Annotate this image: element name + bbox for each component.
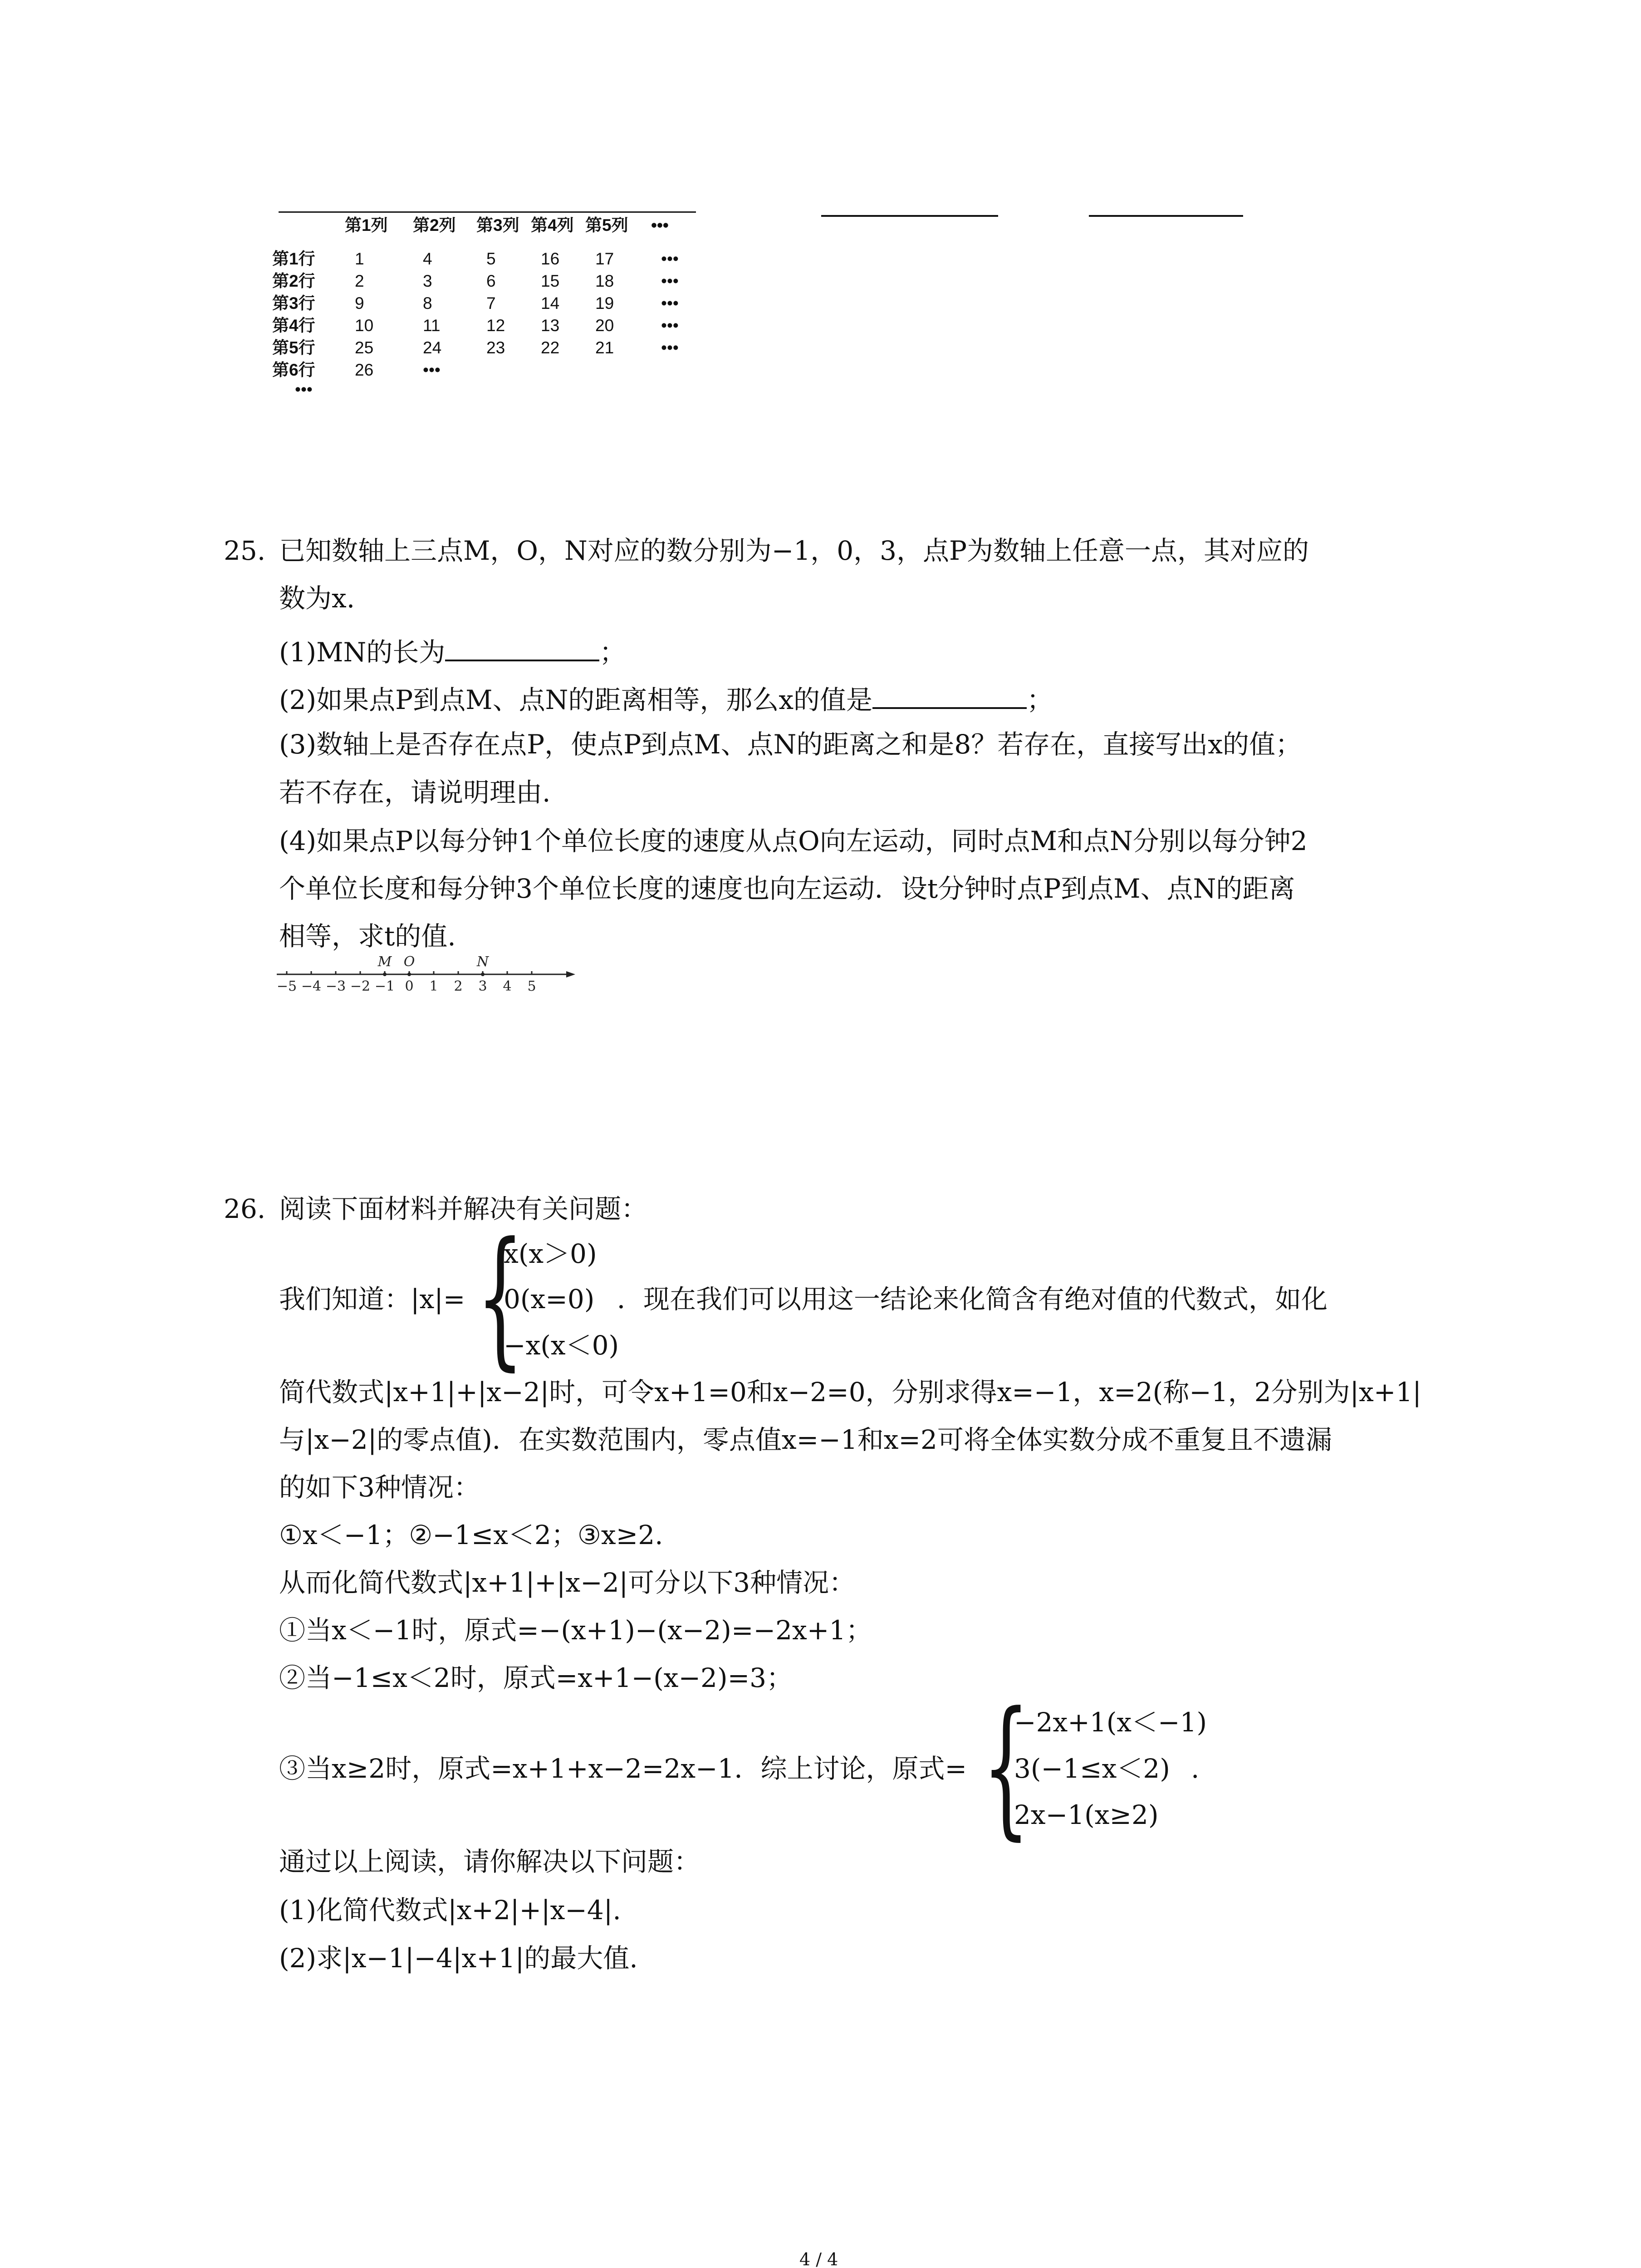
table-col-header: 第3列 (476, 216, 519, 235)
table-cell: 1 (355, 249, 364, 268)
table-cell: 6 (486, 272, 496, 290)
q26-subq2: (2)求|x−1|−4|x+1|的最大值. (279, 1943, 638, 1974)
number-line-tick-label: −2 (350, 978, 371, 994)
table-row-label: 第3行 (272, 294, 315, 313)
table-cell: ••• (661, 294, 679, 313)
table-cell: 7 (486, 294, 496, 313)
table-cell: 22 (541, 338, 560, 357)
q26-line8: ③当x≥2时，原式=x+1+x−2=2x−1．综上讨论，原式= (279, 1753, 967, 1784)
number-line-point (383, 973, 387, 976)
q25-stem-line1: 已知数轴上三点M，O，N对应的数分别为−1，0，3，点P为数轴上任意一点，其对应的 (279, 535, 1309, 566)
q26-line2: 与|x−2|的零点值)．在实数范围内，零点值x=−1和x=2可将全体实数分成不重复且不遗漏 (279, 1424, 1332, 1455)
q25-part4-line1: (4)如果点P以每分钟1个单位长度的速度从点O向左运动，同时点M和点N分别以每分钟2 (279, 826, 1308, 856)
q26-line6: ①当x＜−1时，原式=−(x+1)−(x−2)=−2x+1； (279, 1615, 872, 1646)
q25-number: 25. (224, 535, 266, 566)
number-line-tick-label: 5 (527, 978, 536, 994)
number-line-tick-label: 4 (503, 978, 512, 994)
table-cell: 21 (595, 338, 614, 357)
table-cell: 19 (595, 294, 614, 313)
q26-subq1: (1)化简代数式|x+2|+|x−4|. (279, 1895, 621, 1926)
number-line-tick-label: 0 (405, 978, 414, 994)
q26-know-prefix: 我们知道：|x|= (279, 1284, 465, 1315)
q25-part1-text: (1)MN的长为 (279, 637, 446, 668)
table-cell: ••• (661, 316, 679, 335)
number-line-tick-label: −1 (374, 978, 395, 994)
number-line-figure (272, 948, 581, 998)
q25-part3-line1: (3)数轴上是否存在点P，使点P到点M、点N的距离之和是8？若存在，直接写出x的值； (279, 729, 1302, 760)
result-brace: { (982, 1680, 1030, 1854)
q25-part1-answer-blank[interactable] (445, 635, 599, 661)
abs-case-2: 0(x=0) (504, 1284, 595, 1315)
number-line-point-label: N (476, 954, 489, 970)
q26-line3: 的如下3种情况： (279, 1472, 480, 1503)
table-cell: 24 (423, 338, 442, 357)
table-row-label: 第6行 (272, 361, 315, 379)
table-cell: 26 (355, 361, 374, 379)
number-line-tick-label: −3 (325, 978, 346, 994)
table-cell: 10 (355, 316, 374, 335)
table-cell: 15 (541, 272, 560, 290)
table-row-label: 第5行 (272, 338, 315, 357)
q25-part1 (279, 635, 626, 668)
q25-part3-line2: 若不存在，请说明理由. (279, 777, 551, 808)
abs-def-brace: { (476, 1210, 524, 1384)
table-row-ellipsis: ••• (295, 380, 313, 399)
q25-stem-line2: 数为x. (279, 583, 355, 614)
q26-know-suffix: ．现在我们可以用这一结论来化简含有绝对值的代数式，如化 (617, 1284, 1328, 1315)
result-case-1: −2x+1(x＜−1) (1014, 1707, 1207, 1738)
q25-part2-end: ； (1027, 684, 1053, 715)
table-cell: 13 (541, 316, 560, 335)
abs-case-3: −x(x＜0) (504, 1330, 619, 1361)
table-cell: 5 (486, 249, 496, 268)
q26-line4: ①x＜−1；②−1≤x＜2；③x≥2. (279, 1520, 663, 1550)
table-cell: 25 (355, 338, 374, 357)
number-line-point-label: M (377, 954, 392, 970)
page-number: 4 / 4 (799, 2249, 838, 2268)
table-cell: 14 (541, 294, 560, 313)
table-col-header: ••• (651, 216, 669, 235)
table-cell: 16 (541, 249, 560, 268)
table-cell: 18 (595, 272, 614, 290)
number-line-tick-label: 1 (429, 978, 438, 994)
q26-line1: 简代数式|x+1|+|x−2|时，可令x+1=0和x−2=0，分别求得x=−1，x=2(称−1，2分别为|x+1| (279, 1377, 1421, 1408)
number-line-tick-label: 2 (454, 978, 463, 994)
table-top-rule (279, 211, 696, 213)
q26-line9: 通过以上阅读，请你解决以下问题： (279, 1846, 700, 1877)
table-cell: 12 (486, 316, 505, 335)
table-cell: 11 (423, 316, 441, 335)
q25-part4-line2: 个单位长度和每分钟3个单位长度的速度也向左运动．设t分钟时点P到点M、点N的距离 (279, 873, 1295, 904)
table-cell: 9 (355, 294, 364, 313)
q25-part1-end: ； (599, 637, 626, 668)
top-blank-1 (821, 215, 998, 217)
number-line-arrow (566, 971, 575, 978)
q26-line5: 从而化简代数式|x+1|+|x−2|可分以下3种情况： (279, 1567, 856, 1598)
result-case-2: 3(−1≤x＜2) (1014, 1753, 1170, 1784)
number-line-point (407, 973, 411, 976)
number-line-point (481, 973, 485, 976)
q26-number: 26. (224, 1193, 266, 1224)
table-cell: ••• (661, 338, 679, 357)
q25-part2-text: (2)如果点P到点M、点N的距离相等，那么x的值是 (279, 684, 873, 715)
table-row-label: 第4行 (272, 316, 315, 335)
q25-part4-line3: 相等，求t的值. (279, 921, 456, 952)
q26-line7: ②当−1≤x＜2时，原式=x+1−(x−2)=3； (279, 1662, 793, 1693)
q26-line8-end: . (1191, 1753, 1200, 1784)
table-cell: 4 (423, 249, 432, 268)
abs-case-1: x(x＞0) (504, 1238, 597, 1269)
top-blank-2 (1089, 215, 1243, 217)
result-case-3: 2x−1(x≥2) (1014, 1799, 1159, 1830)
table-row-label: 第2行 (272, 272, 315, 290)
table-col-header: 第5列 (585, 216, 628, 235)
table-cell: 8 (423, 294, 432, 313)
table-cell: 3 (423, 272, 432, 290)
table-row-label: 第1行 (272, 249, 315, 268)
table-cell: 23 (486, 338, 505, 357)
table-cell: ••• (423, 361, 441, 379)
table-cell: 20 (595, 316, 614, 335)
table-cell: 17 (595, 249, 614, 268)
number-line-point-label: O (403, 954, 415, 970)
number-line-tick-label: 3 (478, 978, 487, 994)
table-col-header: 第4列 (531, 216, 574, 235)
table-cell: ••• (661, 249, 679, 268)
q26-intro: 阅读下面材料并解决有关问题： (279, 1193, 648, 1224)
table-cell: 2 (355, 272, 364, 290)
number-line-tick-label: −4 (301, 978, 322, 994)
q25-part2 (279, 683, 1053, 713)
table-col-header: 第1列 (345, 216, 388, 235)
number-table (272, 200, 699, 399)
table-col-header: 第2列 (413, 216, 456, 235)
table-cell: ••• (661, 272, 679, 290)
number-line-tick-label: −5 (276, 978, 297, 994)
q25-part2-answer-blank[interactable] (872, 683, 1027, 709)
